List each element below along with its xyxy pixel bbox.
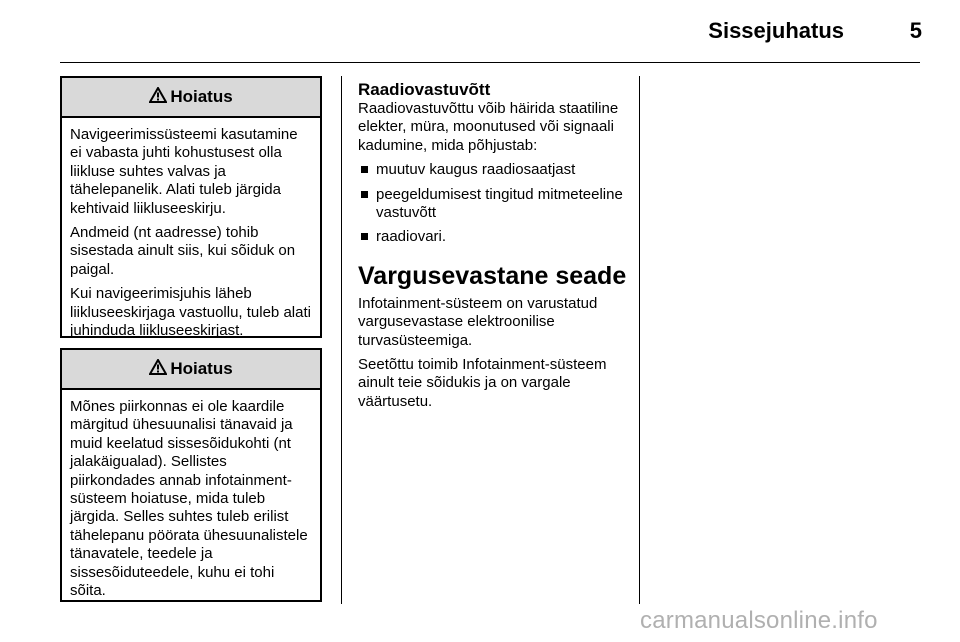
list-item-text: peegeldumisest tingitud mitmeteeline vastuvõtt: [376, 185, 623, 222]
middle-column: [358, 80, 628, 417]
column-divider-left: [341, 76, 342, 604]
antitheft-paragraph: Infotainment-süsteem on varustatud vargusevastase elektroonilise turvasüsteemiga.: [358, 294, 598, 349]
watermark: carmanualsonline.info: [640, 607, 878, 634]
antitheft-paragraph: Seetõttu toimib Infotainment-süsteem ainult teie sõidukis ja on vargale väärtusetu.: [358, 356, 607, 410]
warning-paragraph: Navigeerimissüsteemi kasutamine ei vabasta juhti kohustusest olla liikluse suhtes valvas ja tähelepanelik. Alati tuleb järgida kehtivaid liikluseeskirju.: [70, 126, 298, 217]
warning-box-one-way-streets: [60, 348, 322, 602]
warning-box-navigation: [60, 76, 322, 338]
column-divider-right: [639, 76, 640, 604]
list-item: [358, 186, 628, 223]
reception-heading: Raadiovastuvõtt: [358, 80, 491, 99]
warning-label: Hoiatus: [170, 359, 233, 378]
antitheft-heading: Vargusevastane seade: [358, 261, 627, 290]
list-item: [358, 161, 628, 179]
warning-box-body: [62, 118, 320, 352]
warning-box-header: [62, 78, 320, 118]
list-item-text: raadiovari.: [376, 228, 447, 246]
reception-bullet-list: [358, 161, 628, 247]
list-item-text: muutuv kaugus raadiosaatjast: [376, 161, 576, 179]
header-rule: [60, 62, 920, 63]
warning-label: Hoiatus: [170, 87, 233, 106]
page-header-title: Sissejuhatus: [708, 18, 844, 43]
bullet-square-icon: [361, 166, 368, 173]
warning-triangle-icon: [149, 359, 167, 380]
warning-paragraph: Mõnes piirkonnas ei ole kaardile märgitud ühesuunalisi tänavaid ja muid keelatud sissesõidukohti (nt jalakäigualad). Sellistes piirkondades annab infotainment-süsteem hoiatuse, mida tuleb järgida. Selles suhtes tuleb erilist tähelepanu pöörata ühesuunalistele tänavatele, teedele ja sissesõiduteedele, kuhu ei tohi sõita.: [70, 398, 308, 600]
warning-box-body: [62, 390, 320, 612]
bullet-square-icon: [361, 233, 368, 240]
bullet-square-icon: [361, 191, 368, 198]
warning-paragraph: Andmeid (nt aadresse) tohib sisestada ainult siis, kui sõiduk on paigal.: [70, 224, 296, 278]
warning-paragraph: Kui navigeerimisjuhis läheb liikluseeskirjaga vastuollu, tuleb alati juhinduda liikluseeskirjast.: [70, 285, 311, 340]
warning-triangle-icon: [149, 87, 167, 108]
reception-intro: Raadiovastuvõttu võib häirida staatiline elekter, müra, moonutused või signaali kadumine, mida põhjustab:: [358, 100, 619, 154]
page-number: 5: [909, 18, 922, 43]
warning-box-header: [62, 350, 320, 390]
list-item: [358, 228, 628, 246]
